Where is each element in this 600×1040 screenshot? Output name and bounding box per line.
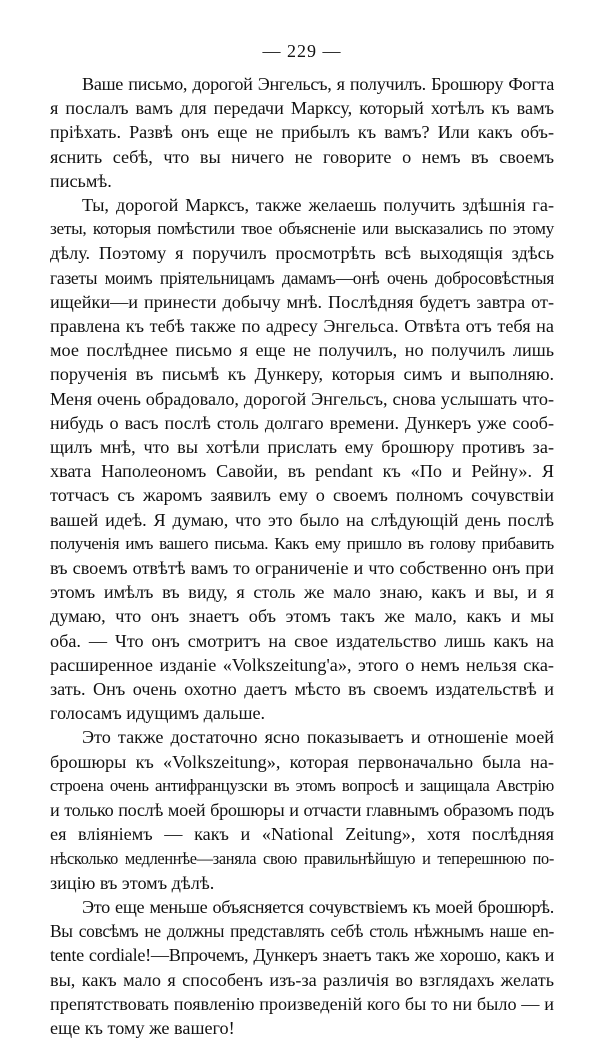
text-line: вы, какъ мало я способенъ изъ-за различія во взглядахъ желать [50, 969, 554, 990]
text-line: Меня очень обрадовало, дорогой Энгельсъ, снова услышать что- [50, 388, 554, 409]
text-line: Это также достаточно ясно показываетъ и отношеніе моей [82, 727, 554, 748]
text-line: дѣлу. Поэтому я поручилъ просмотрѣть всѣ выходящія здѣсь [50, 243, 554, 264]
paragraph-3 [50, 725, 554, 894]
text-line: въ своемъ отвѣтѣ вамъ то ограниченіе и что собственно онъ при [50, 558, 554, 579]
text-line: строена очень антифранцузски въ этомъ вопросѣ и защищала Австрію [50, 775, 554, 795]
text-line: оба. — Что онъ смотритъ на свое издательство лишь какъ на [50, 630, 554, 651]
text-line: тотчасъ съ жаромъ заявилъ ему о своемъ полномъ сочувствіи [50, 485, 554, 506]
text-line: щилъ мнѣ, что вы хотѣли прислать ему брошюру противъ за- [50, 437, 554, 458]
text-line: ищейки—и принести добычу мнѣ. Послѣдняя будетъ завтра от- [50, 291, 554, 312]
text-line: Вы совсѣмъ не должны представлять себѣ столь нѣжнымъ наше en- [50, 921, 554, 942]
text-line: мое послѣднее письмо я еще не получилъ, но получилъ лишь [50, 340, 554, 361]
text-line: этомъ имѣлъ въ виду, я столь же мало знаю, какъ и вы, и я [50, 582, 554, 603]
text-line: хвата Наполеономъ Савойи, въ pendant къ «По и Рейну». Я [50, 461, 554, 482]
text-line: яснить себѣ, что вы ничего не говорите о немъ въ своемъ [50, 146, 554, 167]
paragraph-1 [50, 72, 554, 193]
text-line: я послалъ вамъ для передачи Марксу, который хотѣлъ къ вамъ [50, 98, 554, 119]
text-line: препятствовать появленію произведеній кого бы то ни было — и [50, 993, 554, 1014]
text-line: и только послѣ моей брошюры и отчасти главнымъ образомъ подъ [50, 800, 554, 821]
text-line: пріѣхать. Развѣ онъ еще не прибылъ къ вамъ? Или какъ объ- [50, 122, 554, 143]
text-line: зицію въ этомъ дѣлѣ. [50, 872, 215, 893]
text-line: зать. Онъ очень охотно даетъ мѣсто въ своемъ издательствѣ и [50, 679, 554, 700]
text-line: нибудь о васъ послѣ столь долгаго времени. Дункеръ уже сооб- [50, 412, 554, 433]
paragraph-2 [50, 193, 554, 725]
text-line: Ты, дорогой Марксъ, также желаешь получить здѣшнія га- [82, 195, 554, 216]
text-line: еще къ тому же вашего! [50, 1017, 235, 1038]
text-line: зеты, которыя помѣстили твое объясненіе или высказались по этому [50, 219, 554, 239]
text-line: расширенное изданіе «Volkszeitung'a», этого о немъ нельзя ска- [50, 654, 554, 675]
text-line: голосамъ идущимъ дальше. [50, 703, 266, 724]
text-line: думаю, что онъ знаетъ объ этомъ такъ же мало, какъ и мы [50, 606, 554, 627]
text-line: ея вліяніемъ — какъ и «National Zeitung», хотя послѣдняя [50, 824, 554, 845]
text-line: вашей идеѣ. Я думаю, что это было на слѣдующій день послѣ [50, 509, 554, 530]
text-line: письмѣ. [50, 170, 112, 191]
text-line: порученія въ письмѣ къ Дункеру, которыя симъ и выполняю. [50, 364, 554, 385]
page-number: — 229 — [262, 41, 342, 61]
text-line: Ваше письмо, дорогой Энгельсъ, я получилъ. Брошюру Фогта [82, 74, 554, 94]
text-line: нѣсколько медленнѣе—заняла свою правильнѣйшую и теперешнюю по- [50, 848, 554, 868]
text-line: полученія имъ вашего письма. Какъ ему пришло въ голову прибавить [50, 533, 554, 553]
text-line: правлена къ тебѣ также по адресу Энгельса. Отвѣта отъ тебя на [50, 316, 554, 337]
text-line: брошюры къ «Volkszeitung», которая первоначально была на- [50, 751, 554, 772]
text-line: Это еще меньше объясняется сочувствіемъ къ моей брошюрѣ. [82, 896, 554, 917]
text-line: tente cordiale!—Впрочемъ, Дункеръ знаетъ такъ же хорошо, какъ и [50, 945, 554, 966]
text-line: газеты моимъ пріятельницамъ дамамъ—онѣ очень добросовѣстныя [50, 267, 554, 288]
paragraph-4 [50, 895, 554, 1040]
